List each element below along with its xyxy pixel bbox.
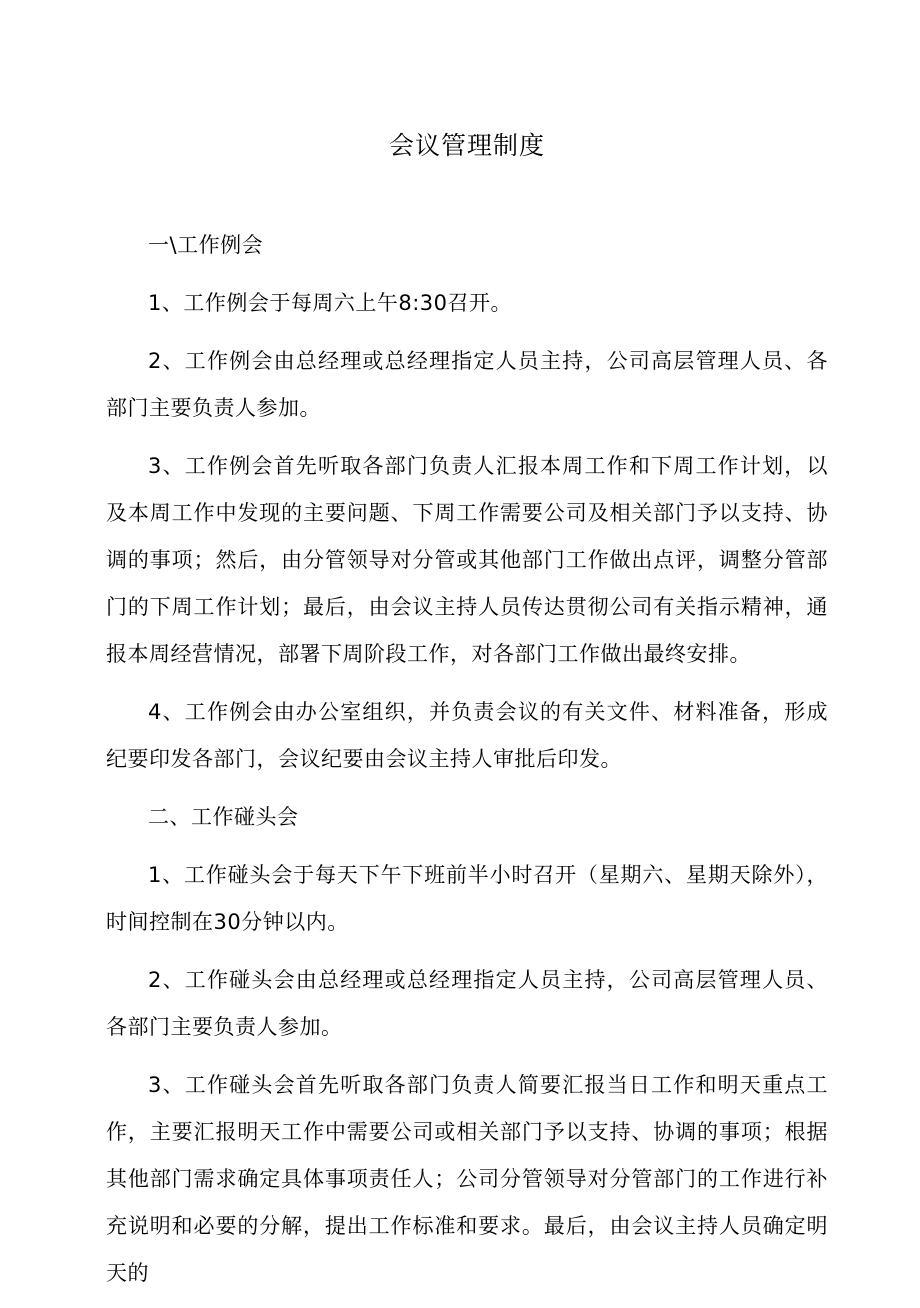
paragraph: 3、工作例会首先听取各部门负责人汇报本周工作和下周工作计划，以及本周工作中发现的主要问题、下周工作需要公司及相关部门予以支持、协调的事项；然后，由分管领导对分管或其他部门工作做出点评，调整分管部门的下周工作计划；最后，由会议主持人员传达贯彻公司有关指示精神，通报本周经营情况，部署下周阶段工作，对各部门工作做出最终安排。 [106,454,828,666]
section-heading-1: 一\工作例会 [148,233,264,257]
paragraph: 2、工作例会由总经理或总经理指定人员主持，公司高层管理人员、各部门主要负责人参加。 [106,349,828,420]
paragraph: 4、工作例会由办公室组织，并负责会议的有关文件、材料准备，形成纪要印发各部门，会议纪要由会议主持人审批后印发。 [106,700,828,771]
paragraph: 1、工作碰头会于每天下午下班前半小时召开（星期六、星期天除外），时间控制在30分钟以内。 [106,863,828,934]
paragraph: 2、工作碰头会由总经理或总经理指定人员主持，公司高层管理人员、各部门主要负责人参加。 [106,968,828,1039]
document-title: 会议管理制度 [388,131,545,160]
document-body [106,222,828,1308]
paragraph: 1、工作例会于每周六上午8:30召开。 [148,291,513,315]
paragraph: 3、工作碰头会首先听取各部门负责人简要汇报当日工作和明天重点工作，主要汇报明天工作中需要公司或相关部门予以支持、协调的事项；根据其他部门需求确定具体事项责任人；公司分管领导对分管部门的工作进行补充说明和必要的分解，提出工作标准和要求。最后，由会议主持人员确定明天的 [106,1073,828,1285]
section-heading-2: 二、工作碰头会 [148,805,299,829]
